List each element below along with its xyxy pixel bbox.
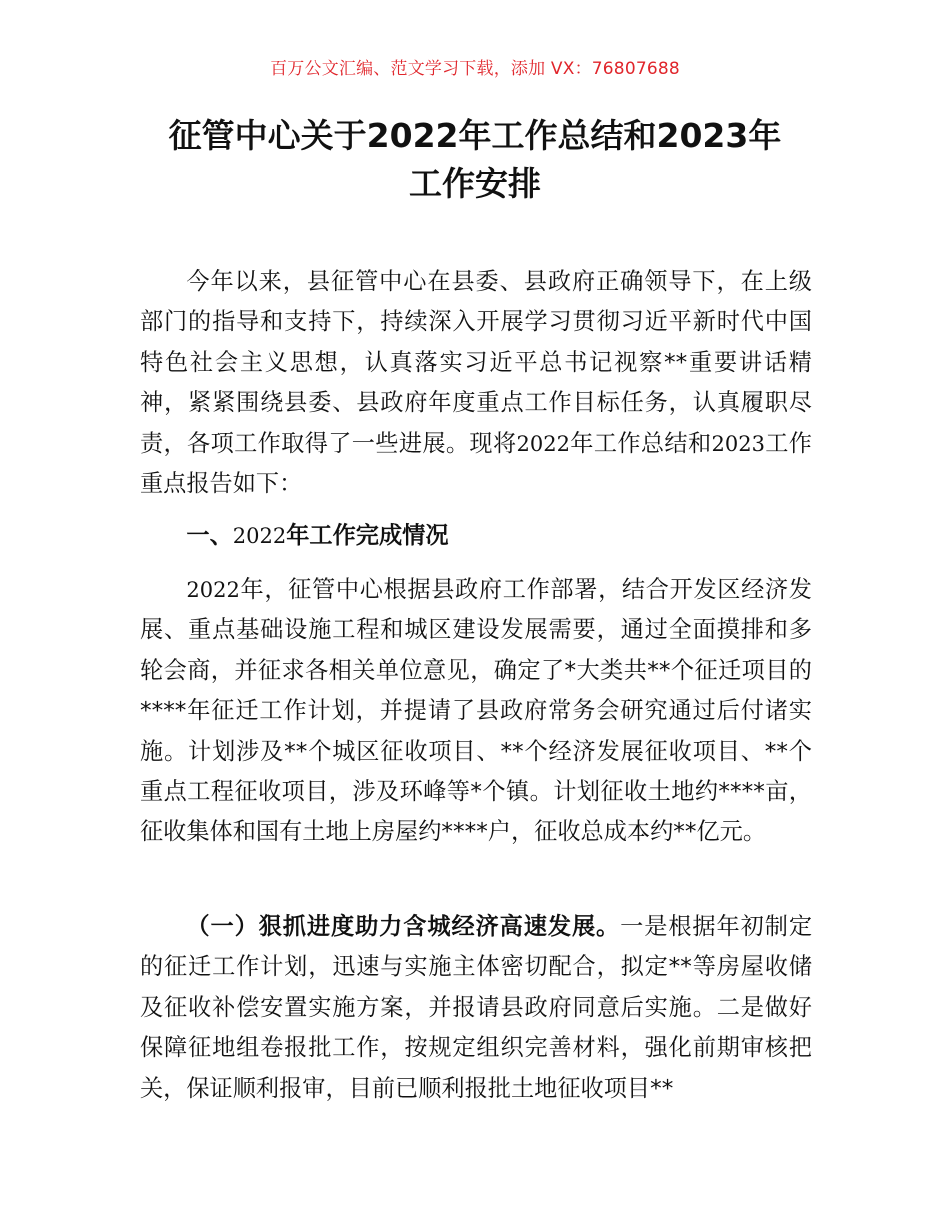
year-number: 2023 bbox=[711, 431, 765, 456]
year-number: 2022 bbox=[186, 578, 240, 602]
subsection-heading: （一）狠抓进度助力含城经济高速发展。 bbox=[186, 913, 621, 940]
title-text: 征管中心关于 bbox=[168, 116, 367, 155]
year-number: 2022 bbox=[516, 431, 570, 456]
subsection-1-paragraph bbox=[140, 907, 812, 1109]
document-title bbox=[120, 112, 830, 208]
title-text: 年 bbox=[748, 116, 782, 155]
paragraph-text: 一是根据年初制定的征迁工作计划，迅速与实施主体密切配合，拟定**等房屋收储及征收补偿安置实施方案，并报请县政府同意后实施。二是做好保障征地组卷报批工作，按规定组织完善材料，强化前期审核把关，保证顺利报审，目前已顺利报批土地征收项目** bbox=[140, 913, 813, 1102]
title-year-2022: 2022 bbox=[366, 116, 459, 155]
year-number: 2022 bbox=[232, 524, 287, 548]
heading-prefix: 一、 bbox=[186, 522, 233, 549]
title-line-2: 工作安排 bbox=[409, 164, 541, 203]
title-line-1 bbox=[120, 112, 830, 160]
paragraph-text: 年，征管中心根据县政府工作部署，结合开发区经济发展、重点基础设施工程和城区建设发展需要，通过全面摸排和多轮会商，并征求各相关单位意见，确定了*大类共**个征迁项目的****年征迁工作计划，并提请了县政府常务会研究通过后付诸实施。计划涉及**个城区征收项目、**个经济发展征收项目、**个重点工程征收项目，涉及环峰等*个镇。计划征收土地约****亩，征收集体和国有土地上房屋约****户，征收总成本约**亿元。 bbox=[140, 576, 812, 846]
paragraph-text: 年工作总结和 bbox=[569, 429, 712, 457]
paragraph-text: 工作重点报告如下： bbox=[140, 429, 812, 498]
paragraph-text: 今年以来，县征管中心在县委、县政府正确领导下，在上级部门的指导和支持下，持续深入开展学习贯彻习近平新时代中国特色社会主义思想，认真落实习近平总书记视察**重要讲话精神，紧紧围绕县委、县政府年度重点工作目标任务，认真履职尽责，各项工作取得了一些进展。现将 bbox=[140, 268, 812, 457]
intro-paragraph bbox=[140, 262, 812, 504]
section-heading-1 bbox=[140, 516, 812, 556]
title-year-2023: 2023 bbox=[656, 116, 749, 155]
section-1-paragraph bbox=[140, 570, 812, 853]
watermark-banner: 百万公文汇编、范文学习下载，添加 VX：76807688 bbox=[270, 59, 680, 79]
heading-text: 年工作完成情况 bbox=[286, 522, 449, 549]
title-text: 年工作总结和 bbox=[458, 116, 657, 155]
